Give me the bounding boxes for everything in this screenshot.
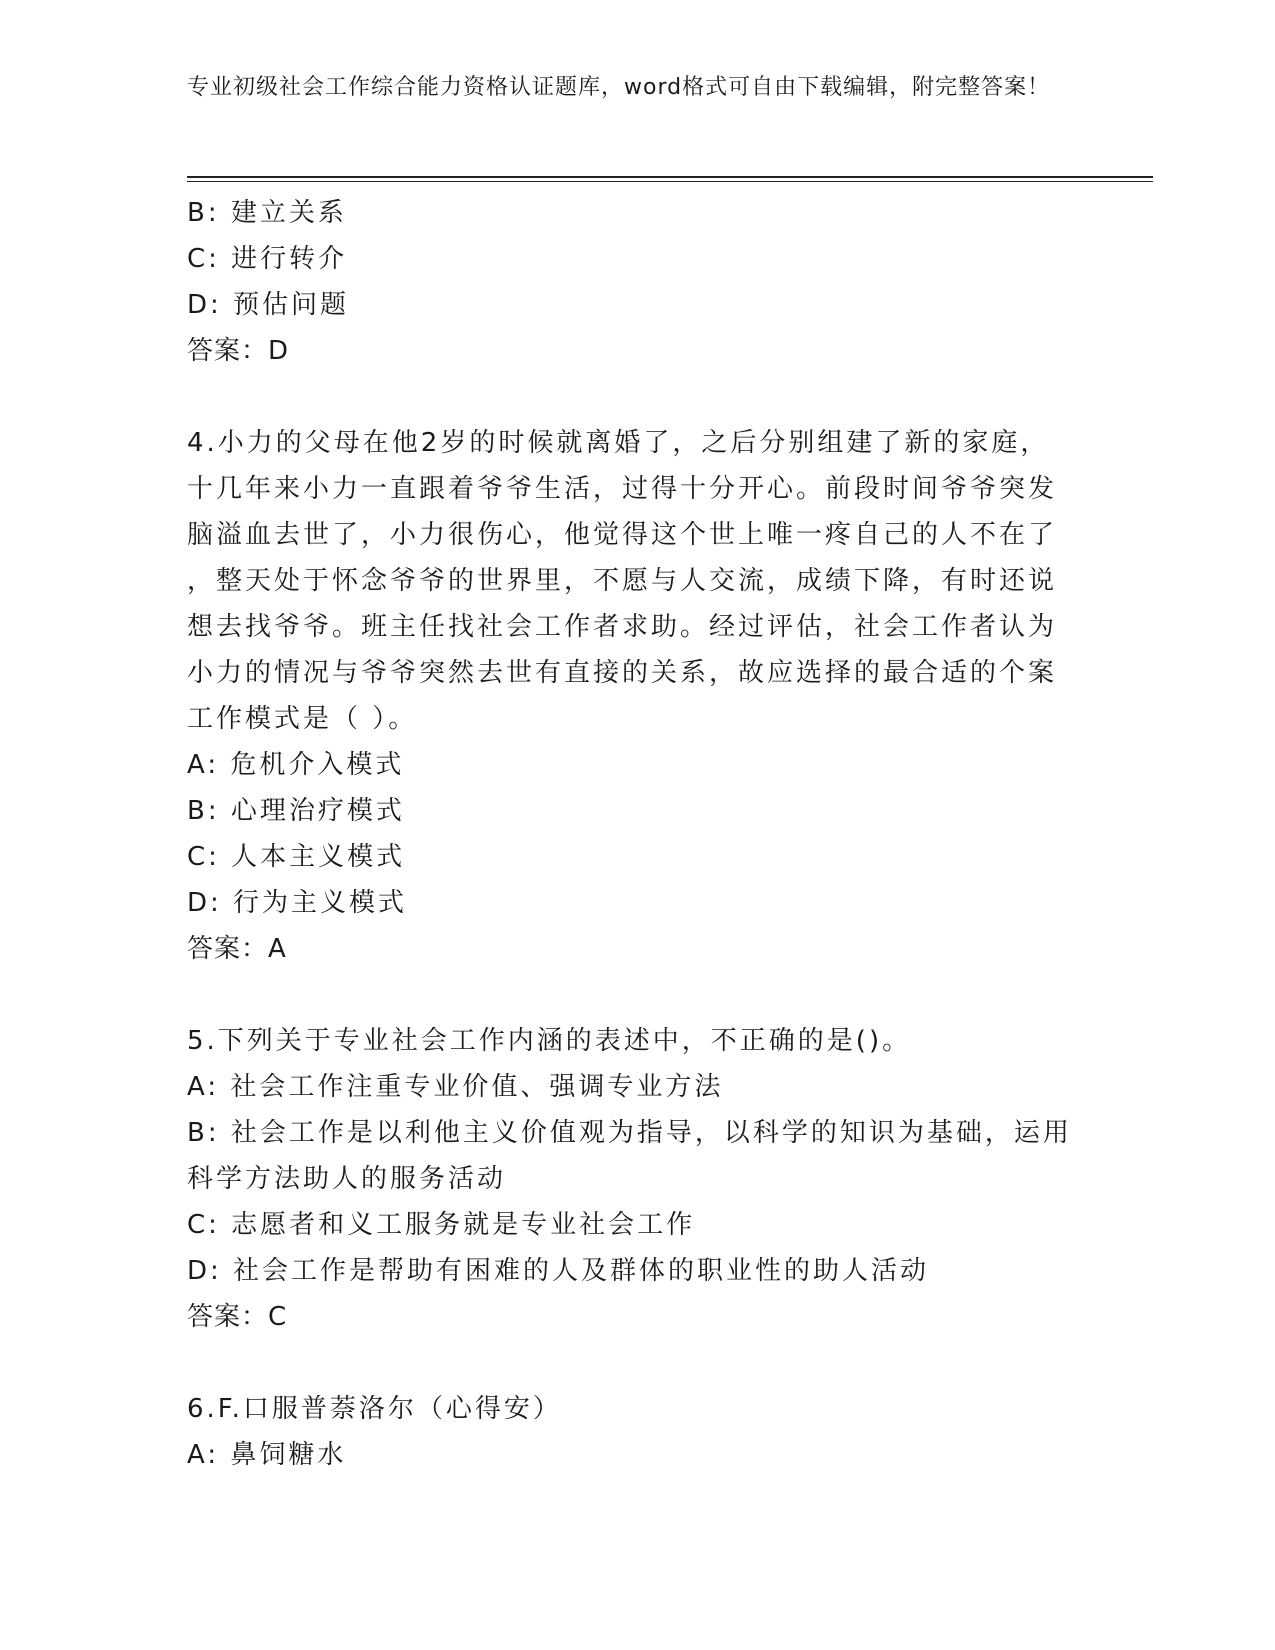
option-a: A: 危机介入模式	[187, 750, 405, 780]
question-stem: 5.下列关于专业社会工作内涵的表述中，不正确的是()。	[187, 1026, 912, 1056]
question-stem: 6.F.口服普萘洛尔（心得安）	[187, 1394, 562, 1424]
question-stem-line: ，整天处于怀念爷爷的世界里，不愿与人交流，成绩下降，有时还说	[187, 566, 1058, 596]
option-d: D: 预估问题	[187, 290, 350, 320]
option-b: B: 社会工作是以利他主义价值观为指导，以科学的知识为基础，运用	[187, 1118, 1072, 1148]
question-stem-line: 4.小力的父母在他2岁的时候就离婚了，之后分别组建了新的家庭，	[187, 428, 1050, 458]
spacer	[187, 972, 1087, 1018]
option-b: B: 心理治疗模式	[187, 796, 405, 826]
document-header	[187, 72, 1067, 104]
question-stem-line: 十几年来小力一直跟着爷爷生活，过得十分开心。前段时间爷爷突发	[187, 474, 1058, 504]
question-stem-line: 小力的情况与爷爷突然去世有直接的关系，故应选择的最合适的个案	[187, 658, 1058, 688]
question-3	[187, 190, 1087, 374]
question-4	[187, 420, 1087, 972]
header-rule-thick	[187, 176, 1153, 178]
option-a: A: 鼻饲糖水	[187, 1440, 347, 1470]
option-b: B: 建立关系	[187, 198, 347, 228]
option-c: C: 志愿者和义工服务就是专业社会工作	[187, 1210, 696, 1240]
option-d: D: 行为主义模式	[187, 888, 408, 918]
question-stem-line: 脑溢血去世了，小力很伤心，他觉得这个世上唯一疼自己的人不在了	[187, 520, 1058, 550]
question-stem-line: 想去找爷爷。班主任找社会工作者求助。经过评估，社会工作者认为	[187, 612, 1058, 642]
spacer	[187, 1340, 1087, 1386]
answer-line: 答案：C	[187, 1302, 288, 1332]
option-b-continued: 科学方法助人的服务活动	[187, 1164, 507, 1194]
header-text: 专业初级社会工作综合能力资格认证题库，word格式可自由下载编辑，附完整答案！	[187, 75, 1051, 100]
question-5	[187, 1018, 1087, 1340]
option-c: C: 进行转介	[187, 244, 348, 274]
question-stem-line: 工作模式是（ ）。	[187, 704, 418, 734]
spacer	[187, 374, 1087, 420]
answer-line: 答案：A	[187, 934, 287, 964]
question-6	[187, 1386, 1087, 1478]
header-rule-thin	[187, 181, 1153, 182]
option-d: D: 社会工作是帮助有困难的人及群体的职业性的助人活动	[187, 1256, 930, 1286]
question-content	[187, 190, 1087, 1478]
option-c: C: 人本主义模式	[187, 842, 406, 872]
answer-line: 答案：D	[187, 336, 290, 366]
option-a: A: 社会工作注重专业价值、强调专业方法	[187, 1072, 724, 1102]
